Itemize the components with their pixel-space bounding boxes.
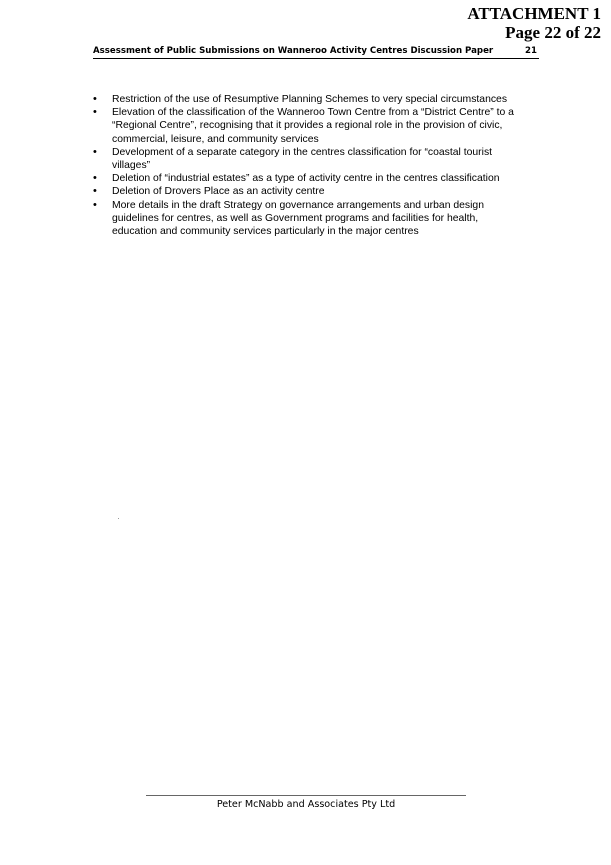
running-header bbox=[93, 45, 539, 59]
list-item bbox=[93, 199, 523, 239]
bullet-icon: • bbox=[93, 185, 97, 198]
list-item-text: Development of a separate category in the centres classification for “coastal tourist villages” bbox=[112, 146, 493, 172]
document-title: Assessment of Public Submissions on Wanneroo Activity Centres Discussion Paper bbox=[93, 46, 494, 56]
list-item bbox=[93, 93, 523, 106]
bullet-icon: • bbox=[93, 145, 97, 158]
bullet-list bbox=[93, 93, 523, 238]
list-item-text: Restriction of the use of Resumptive Planning Schemes to very special circumstances bbox=[112, 94, 508, 105]
bullet-icon: • bbox=[93, 172, 97, 185]
page-footer: Peter McNabb and Associates Pty Ltd bbox=[216, 799, 396, 810]
list-item-text: Deletion of “industrial estates” as a type of activity centre in the centres classification bbox=[112, 173, 500, 185]
list-item bbox=[93, 185, 523, 198]
list-item-text: Elevation of the classification of the Wanneroo Town Centre from a “District Centre” to a “Regional Centre”, recognising that it provides a regional role in the provision of civic, commercial, leisure, and community services bbox=[112, 107, 514, 145]
list-item-text: More details in the draft Strategy on governance arrangements and urban design guidelines for centres, as well as Government programs and facilities for health, education and community services particularly in the major centres bbox=[112, 199, 484, 238]
list-item bbox=[93, 146, 523, 172]
bullet-icon: • bbox=[93, 198, 97, 211]
list-item-text: Deletion of Drovers Place as an activity centre bbox=[112, 186, 325, 198]
page-number: 21 bbox=[525, 46, 537, 56]
attachment-page-count: Page 22 of 22 bbox=[505, 23, 601, 42]
list-item bbox=[93, 172, 523, 185]
attachment-label: ATTACHMENT 1 bbox=[467, 4, 601, 23]
bullet-icon: • bbox=[93, 106, 97, 119]
attachment-stamp bbox=[467, 4, 601, 42]
bullet-icon: • bbox=[93, 93, 97, 105]
scan-speck bbox=[118, 518, 119, 519]
list-item bbox=[93, 106, 523, 146]
footer-divider bbox=[146, 795, 466, 796]
